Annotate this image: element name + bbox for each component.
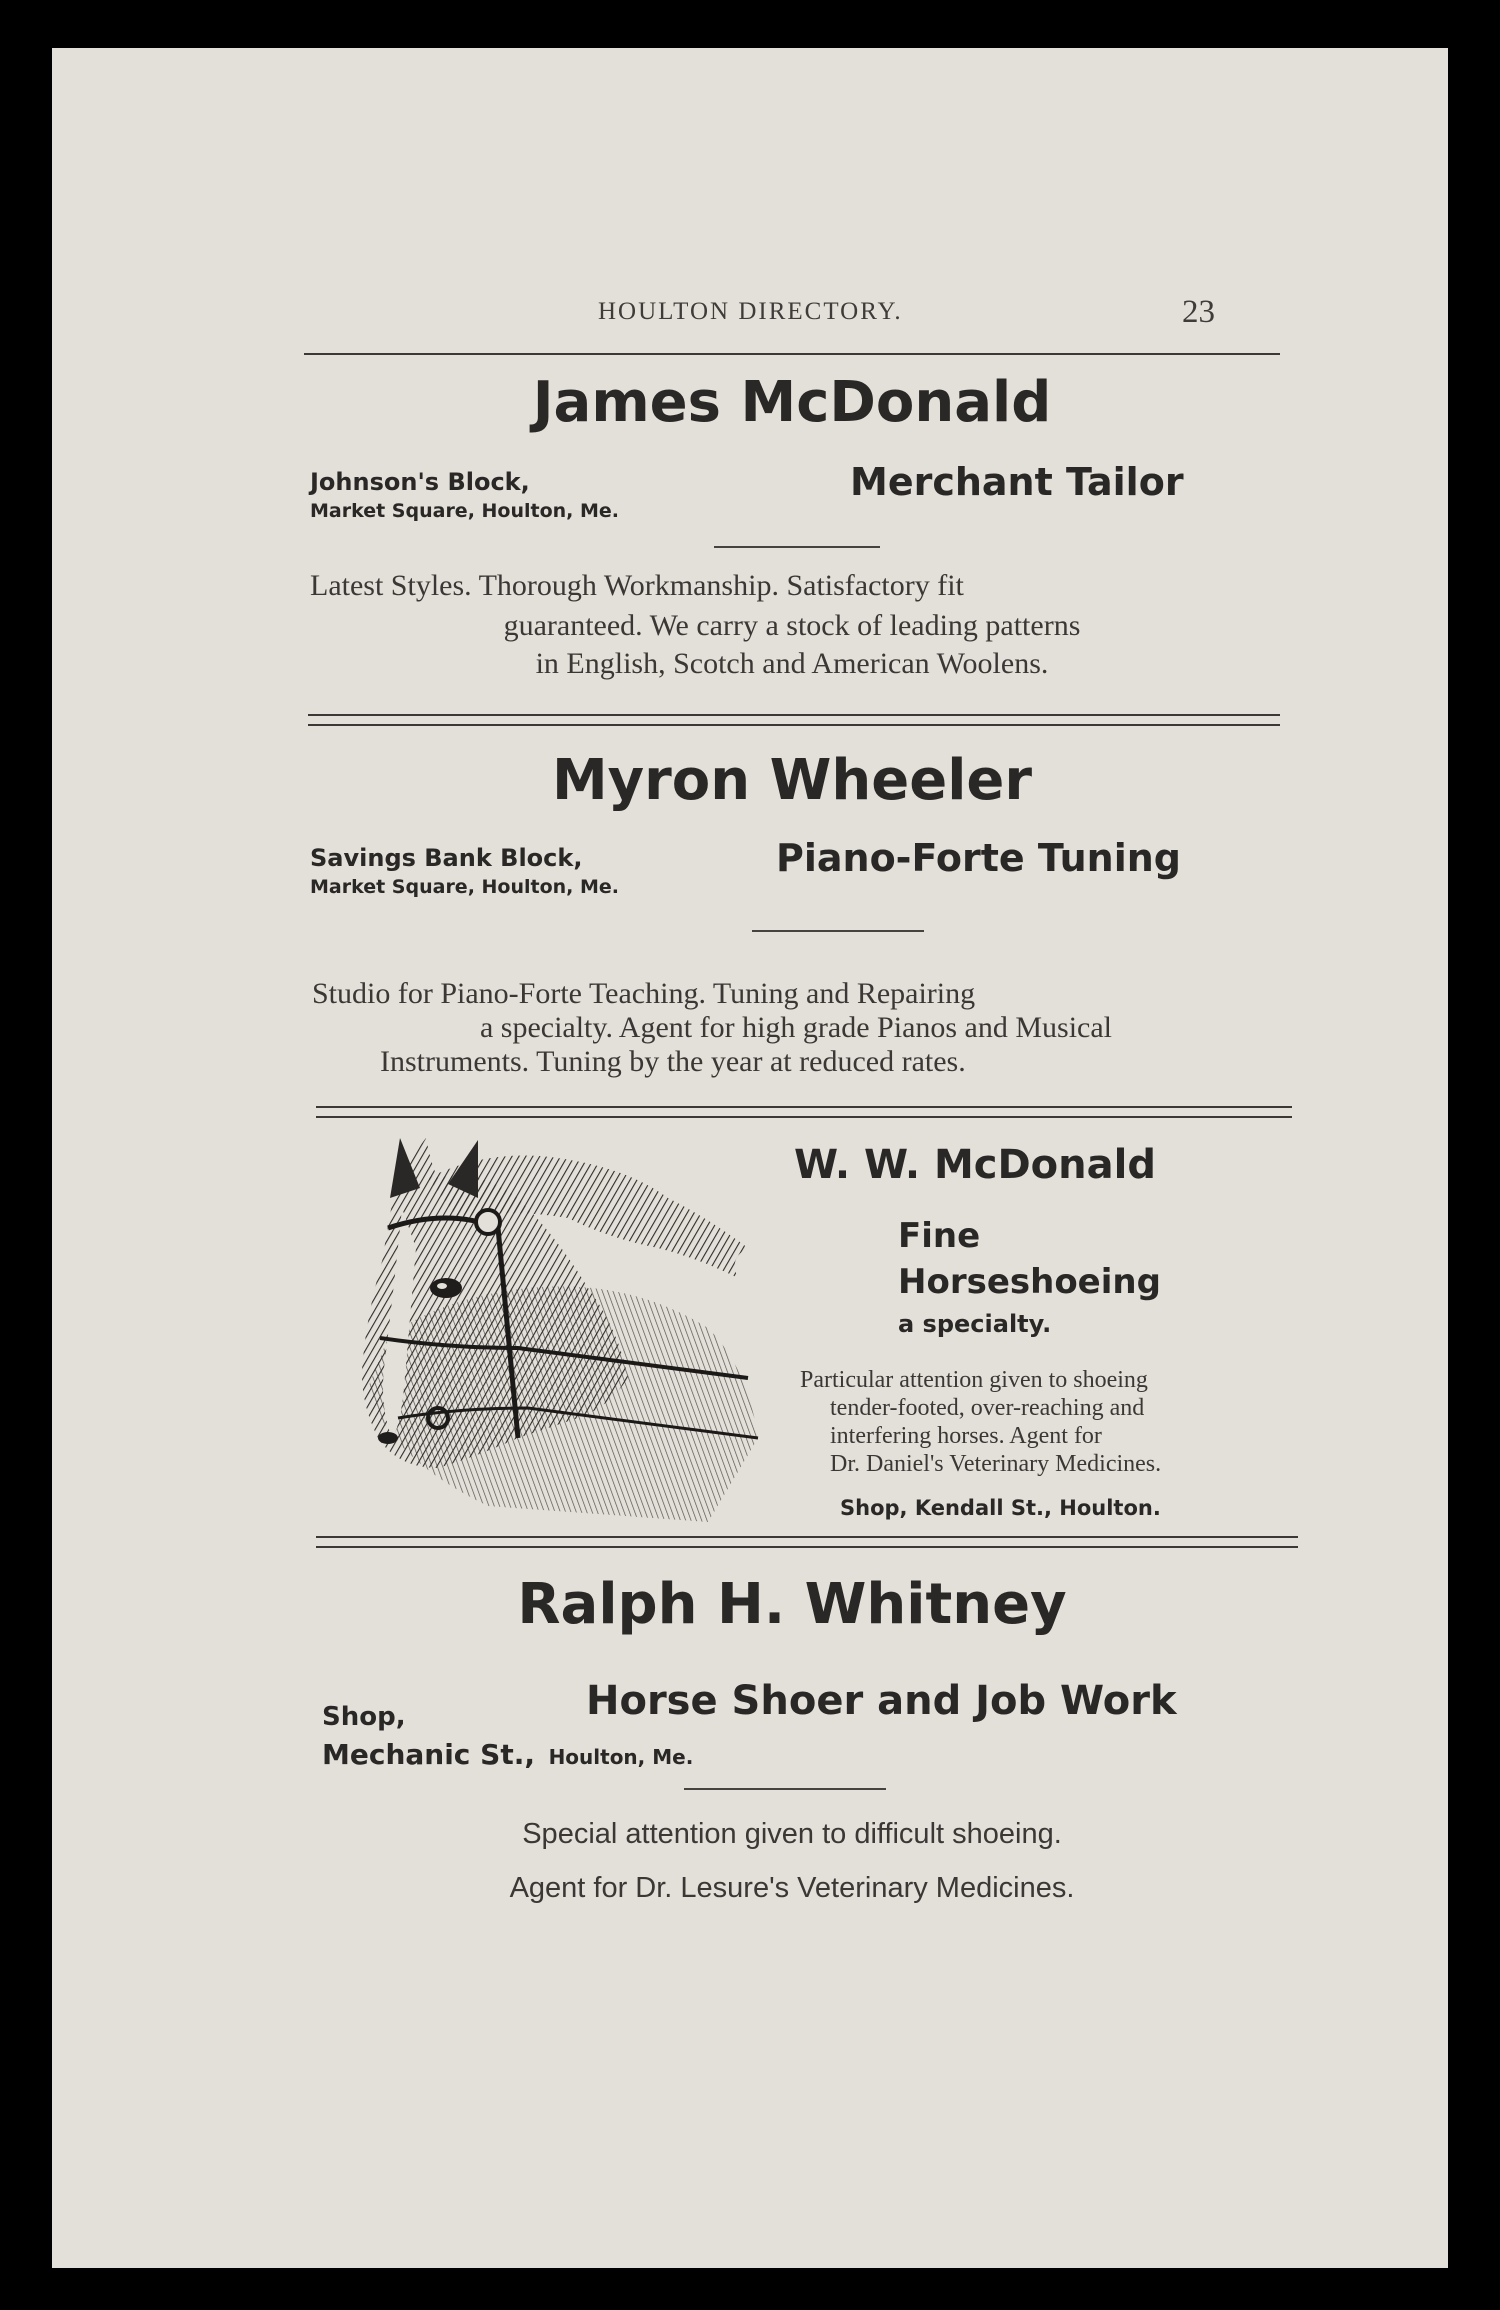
ad-body-line: Studio for Piano-Forte Teaching. Tuning and Repairing: [312, 977, 976, 1010]
section-divider: [308, 714, 1280, 726]
page-number: 23: [1182, 294, 1215, 330]
ad-name-myron-wheeler: Myron Wheeler: [551, 748, 1033, 813]
ad-body-line: guaranteed. We carry a stock of leading patterns: [503, 609, 1081, 642]
ad-body-line: Latest Styles. Thorough Workmanship. Satisfactory fit: [310, 569, 964, 602]
ad-body-line: Dr. Daniel's Veterinary Medicines.: [830, 1451, 1162, 1477]
ad-address-line2: [322, 1738, 693, 1771]
divider-short: [714, 546, 880, 548]
ad-body-line: Agent for Dr. Lesure's Veterinary Medicines.: [509, 1872, 1075, 1904]
header-rule: [304, 353, 1280, 355]
ad-body-line: interfering horses. Agent for: [830, 1423, 1102, 1449]
ad-address-line2: Market Square, Houlton, Me.: [310, 876, 620, 898]
ad-address-line2: Market Square, Houlton, Me.: [310, 500, 620, 522]
ad-address-line1: Savings Bank Block,: [310, 844, 583, 872]
section-divider: [316, 1536, 1298, 1548]
ad-trade: Merchant Tailor: [850, 460, 1184, 504]
ad-address-line1: Johnson's Block,: [310, 468, 530, 496]
ad-body-line: a specialty. Agent for high grade Pianos and Musical: [479, 1011, 1113, 1044]
ad-shop-address: Shop, Kendall St., Houlton.: [840, 1496, 1161, 1520]
ad-body-line: Special attention given to difficult shoeing.: [522, 1818, 1062, 1850]
horse-head-engraving: [328, 1138, 768, 1526]
ad-name-ww-mcdonald: W. W. McDonald: [794, 1142, 1156, 1188]
ad-body-line: Instruments. Tuning by the year at reduced rates.: [380, 1045, 966, 1078]
ad-body-line: Particular attention given to shoeing: [800, 1367, 1148, 1393]
ad-body-line: tender-footed, over-reaching and: [830, 1395, 1145, 1421]
ad-address-town: Houlton, Me.: [548, 1745, 694, 1769]
divider-short: [752, 930, 924, 932]
ad-tagline-line: a specialty.: [898, 1310, 1052, 1338]
ad-trade: Horse Shoer and Job Work: [586, 1678, 1177, 1724]
ad-name-ralph-whitney: Ralph H. Whitney: [517, 1572, 1067, 1637]
ad-body-line: in English, Scotch and American Woolens.: [535, 647, 1049, 680]
ad-name-james-mcdonald: James McDonald: [532, 370, 1052, 435]
ad-address-line1: Shop,: [322, 1702, 406, 1732]
ad-tagline-line: Fine: [898, 1216, 981, 1256]
running-title: HOULTON DIRECTORY.: [598, 298, 903, 325]
directory-page: [52, 48, 1448, 2268]
section-divider: [316, 1106, 1292, 1118]
divider-short: [684, 1788, 886, 1790]
ad-tagline-line: Horseshoeing: [898, 1262, 1161, 1302]
ad-trade: Piano-Forte Tuning: [776, 836, 1182, 880]
ad-address-street: Mechanic St.,: [322, 1738, 535, 1771]
